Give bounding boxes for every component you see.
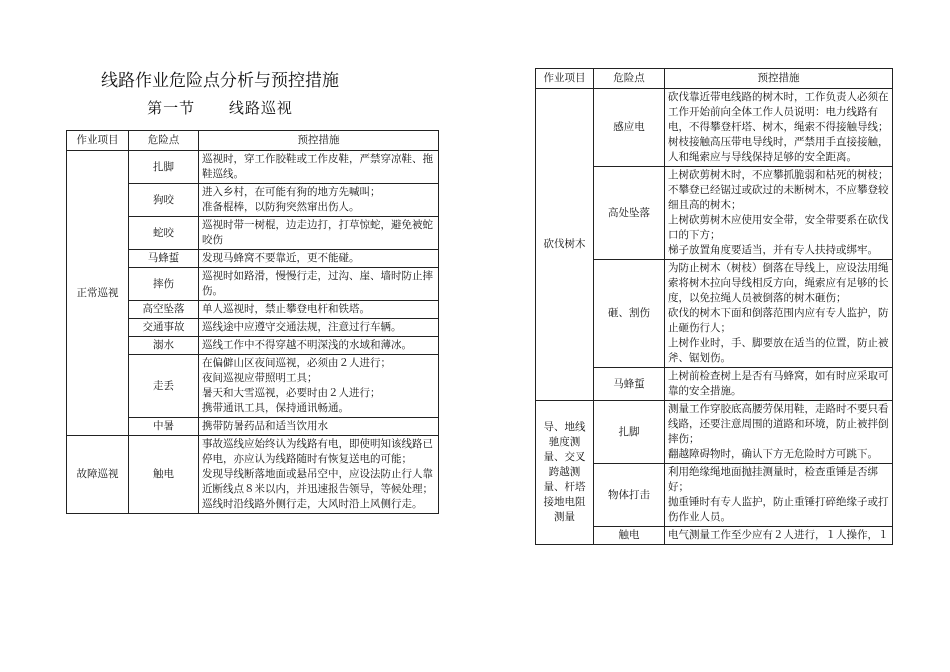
- risk-cell: 摔伤: [129, 268, 199, 301]
- right-risk-table: [535, 68, 893, 545]
- header-measures: 预控措施: [199, 131, 439, 151]
- document-title: 线路作业危险点分析与预控措施: [101, 71, 339, 91]
- measures-cell: 利用绝缘绳地面抛挂测量时，检查重锤是否绑好； 抛重锤时有专人监护，防止重锤打碎绝缘子或打伤作业人员。: [665, 464, 893, 527]
- risk-cell: 感应电: [594, 89, 665, 167]
- table-row: [67, 151, 439, 184]
- header-measures: 预控措施: [665, 69, 893, 89]
- measures-cell: 测量工作穿胶底高腰劳保用鞋，走路时不要只看线路，还要注意周围的道路和环境，防止被拌倒摔伤； 翻越障碍物时，确认下方无危险时方可跳下。: [665, 401, 893, 464]
- table-header-row: [67, 131, 439, 151]
- risk-cell: 溺水: [129, 337, 199, 355]
- measures-cell: 事故巡线应始终认为线路有电，即使明知该线路已停电，亦应认为线路随时有恢复送电的可能； 发现导线断落地面或悬吊空中，应设法防止行人靠近断线点８米以内，并迅速报告领导，等候处理； 巡线时沿线路外侧行走，大风时沿上风侧行走。: [199, 436, 439, 514]
- measures-cell: 砍伐靠近带电线路的树木时，工作负责人必须在工作开始前向全体工作人员说明：电力线路有电，不得攀登杆塔、树木，绳索不得接触导线； 树枝接触高压带电导线时，严禁用手直接接触，人和绳索应与导线保持足够的安全距离。: [665, 89, 893, 167]
- measures-cell: 巡线工作中不得穿越不明深浅的水域和薄冰。: [199, 337, 439, 355]
- risk-cell: 触电: [129, 436, 199, 514]
- measures-cell: 上树砍剪树木时，不应攀抓脆弱和枯死的树枝； 不攀登已经锯过或砍过的未断树木，不应攀登较细且高的树木； 上树砍剪树木应使用安全带，安全带要系在砍伐口的下方； 梯子放置角度要适当，并有专人扶持或绑牢。: [665, 167, 893, 260]
- measures-cell: 为防止树木（树枝）倒落在导线上，应设法用绳索将树木拉向导线相反方向，绳索应有足够的长度，以免拉绳人员被倒落的树木砸伤； 砍伐的树木下面和倒落范围内应有专人监护，防止砸伤行人； 上树作业时，手、脚要放在适当的位置，防止被斧、锯划伤。: [665, 260, 893, 368]
- risk-cell: 蛇咬: [129, 217, 199, 250]
- measures-cell: 在偏僻山区夜间巡视，必须由２人进行； 夜间巡视应带照明工具； 暑天和大雪巡视，必要时由２人进行； 携带通讯工具，保持通讯畅通。: [199, 355, 439, 418]
- measures-cell: 发现马蜂窝不要靠近，更不能碰。: [199, 250, 439, 268]
- section-name: 线路巡视: [228, 99, 293, 117]
- measures-cell: 电气测量工作至少应有２人进行，１人操作，１: [665, 527, 893, 545]
- risk-cell: 砸、割伤: [594, 260, 665, 368]
- risk-cell: 扎脚: [594, 401, 665, 464]
- measures-cell: 进入乡村，在可能有狗的地方先喊叫； 准备棍棒，以防狗突然窜出伤人。: [199, 184, 439, 217]
- risk-cell: 物体打击: [594, 464, 665, 527]
- risk-cell: 走丢: [129, 355, 199, 418]
- measures-cell: 上树前检查树上是否有马蜂窝，如有时应采取可靠的安全措施。: [665, 368, 893, 401]
- category-cell: 故障巡视: [67, 436, 129, 514]
- risk-cell: 高空坠落: [129, 301, 199, 319]
- header-risk: 危险点: [594, 69, 665, 89]
- header-risk: 危险点: [129, 131, 199, 151]
- measures-cell: 巡视时，穿工作胶鞋或工作皮鞋，严禁穿凉鞋、拖鞋巡线。: [199, 151, 439, 184]
- table-row: [67, 436, 439, 514]
- risk-cell: 狗咬: [129, 184, 199, 217]
- header-category: 作业项目: [536, 69, 594, 89]
- table-row: [536, 89, 893, 167]
- risk-cell: 马蜂蜇: [594, 368, 665, 401]
- category-cell: 正常巡视: [67, 151, 129, 436]
- section-title: [0, 97, 455, 118]
- left-risk-table: [66, 130, 439, 514]
- category-cell: 砍伐树木: [536, 89, 594, 401]
- risk-cell: 中暑: [129, 418, 199, 436]
- measures-cell: 携带防暑药品和适当饮用水: [199, 418, 439, 436]
- measures-cell: 巡视时带一树棍，边走边打，打草惊蛇，避免被蛇咬伤: [199, 217, 439, 250]
- measures-cell: 单人巡视时，禁止攀登电杆和铁塔。: [199, 301, 439, 319]
- measures-cell: 巡线途中应遵守交通法规，注意过行车辆。: [199, 319, 439, 337]
- header-category: 作业项目: [67, 131, 129, 151]
- risk-cell: 马蜂蜇: [129, 250, 199, 268]
- section-number: 第一节: [147, 99, 196, 117]
- table-row: [536, 401, 893, 464]
- risk-cell: 高处坠落: [594, 167, 665, 260]
- measures-cell: 巡视时如路滑，慢慢行走，过沟、崖、墙时防止摔伤。: [199, 268, 439, 301]
- table-header-row: [536, 69, 893, 89]
- risk-cell: 交通事故: [129, 319, 199, 337]
- risk-cell: 扎脚: [129, 151, 199, 184]
- risk-cell: 触电: [594, 527, 665, 545]
- category-cell: 导、地线驰度测量、交叉跨越测量、杆塔接地电阻测量: [536, 401, 594, 545]
